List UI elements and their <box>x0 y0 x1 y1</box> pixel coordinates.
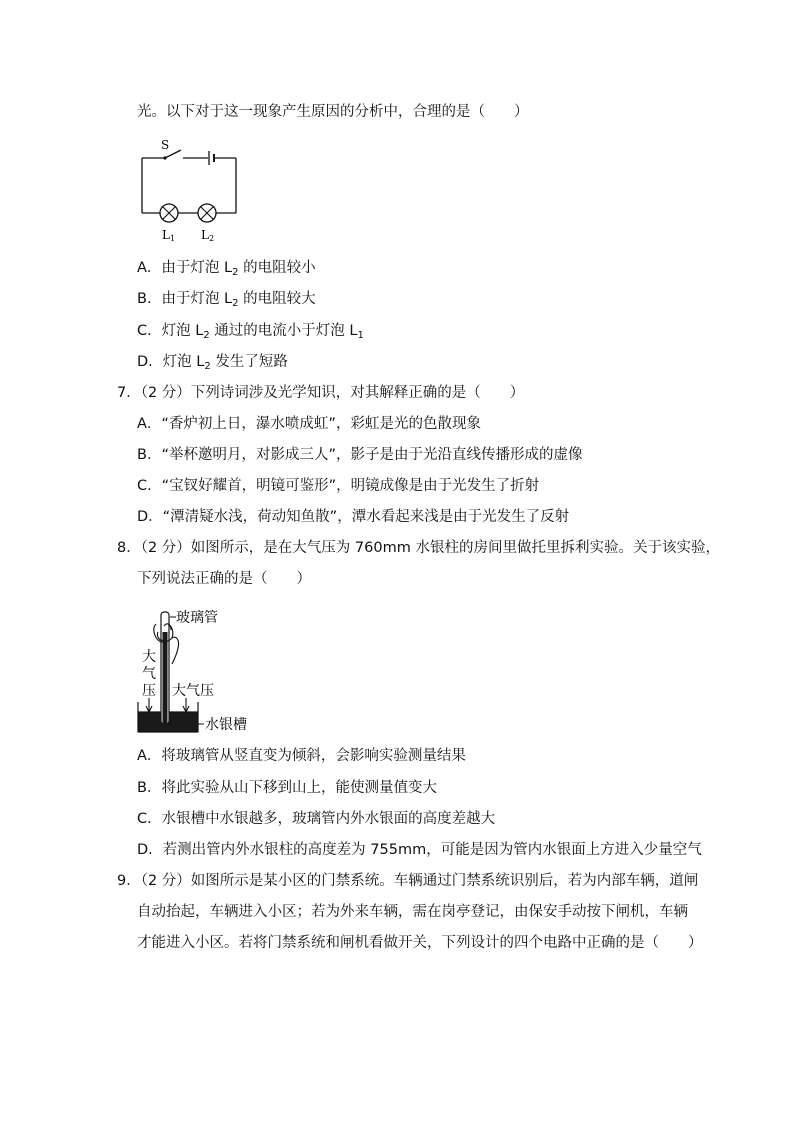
q8-torricelli-diagram <box>134 602 264 740</box>
q6-option-b: B．由于灯泡 $L_2$ 的电阻较大 <box>137 291 316 309</box>
left-pressure-char-1: 大 <box>142 649 156 665</box>
lamp2-label: L <box>201 228 209 242</box>
lamp-l1-icon <box>160 204 178 222</box>
q8-stem-line2: 下列说法正确的是（ ） <box>137 571 311 587</box>
q7-option-a: A．“香炉初上日，瀑水喷成虹”，彩虹是光的色散现象 <box>137 416 481 432</box>
q6-option-c: C．灯泡 $L_2$ 通过的电流小于灯泡 $L_1$ <box>137 323 364 341</box>
q8-option-a: A．将玻璃管从竖直变为倾斜，会影响实验测量结果 <box>137 748 466 764</box>
q9-stem-line1: 9．（2 分）如图所示是某小区的门禁系统。车辆通过门禁系统识别后，若为内部车辆，道闸 <box>117 873 699 889</box>
lamp-l2-icon <box>198 204 216 222</box>
q8-option-b: B．将此实验从山下移到山上，能使测量值变大 <box>137 780 437 796</box>
q7-option-c: C．“宝钗好耀首，明镜可鉴形”，明镜成像是由于光发生了折射 <box>137 478 540 494</box>
trough-label: 水银槽 <box>205 717 247 733</box>
q7-stem: 7．（2 分）下列诗词涉及光学知识，对其解释正确的是（ ） <box>117 385 525 401</box>
q6-option-d: D．灯泡 $L_2$ 发生了短路 <box>137 354 288 372</box>
q8-option-c: C．水银槽中水银越多，玻璃管内外水银面的高度差越大 <box>137 811 496 827</box>
svg-text:L2 <box>201 228 214 243</box>
q8-stem-line1: 8．（2 分）如图所示，是在大气压为 760mm 水银柱的房间里做托里拆利实验。关于该实验， <box>117 540 720 556</box>
q9-stem-line3: 才能进入小区。若将门禁系统和闸机看做开关，下列设计的四个电路中正确的是（ ） <box>137 935 703 951</box>
q8-option-d: D．若测出管内外水银柱的高度差为 755mm，可能是因为管内水银面上方进入少量空气 <box>137 842 702 858</box>
mercury-column <box>163 632 168 724</box>
left-pressure-char-3: 压 <box>142 683 156 699</box>
lamp1-sub: 1 <box>169 234 176 243</box>
q6-stem-tail: 光。以下对于这一现象产生原因的分析中，合理的是（ ） <box>137 104 529 120</box>
q7-option-b: B．“举杯邀明月，对影成三人”，影子是由于光沿直线传播形成的虚像 <box>137 447 583 463</box>
lamp2-sub: 2 <box>208 234 215 243</box>
q7-option-d: D．“潭清疑水浅，荷动知鱼散”，潭水看起来浅是由于光发生了反射 <box>137 509 570 525</box>
q6-option-a: A．由于灯泡 $L_2$ 的电阻较小 <box>137 260 316 278</box>
tube-label: 玻璃管 <box>176 610 218 626</box>
inner-pressure-label: 大气压 <box>172 683 214 699</box>
left-pressure-char-2: 气 <box>142 666 156 682</box>
svg-text:L1 <box>162 228 175 243</box>
q9-stem-line2: 自动抬起，车辆进入小区；若为外来车辆，需在岗亭登记，由保安手动按下闸机，车辆 <box>137 904 688 920</box>
lamp1-label: L <box>162 228 170 242</box>
q6-circuit-diagram <box>134 138 244 244</box>
switch-label: S <box>161 138 170 152</box>
